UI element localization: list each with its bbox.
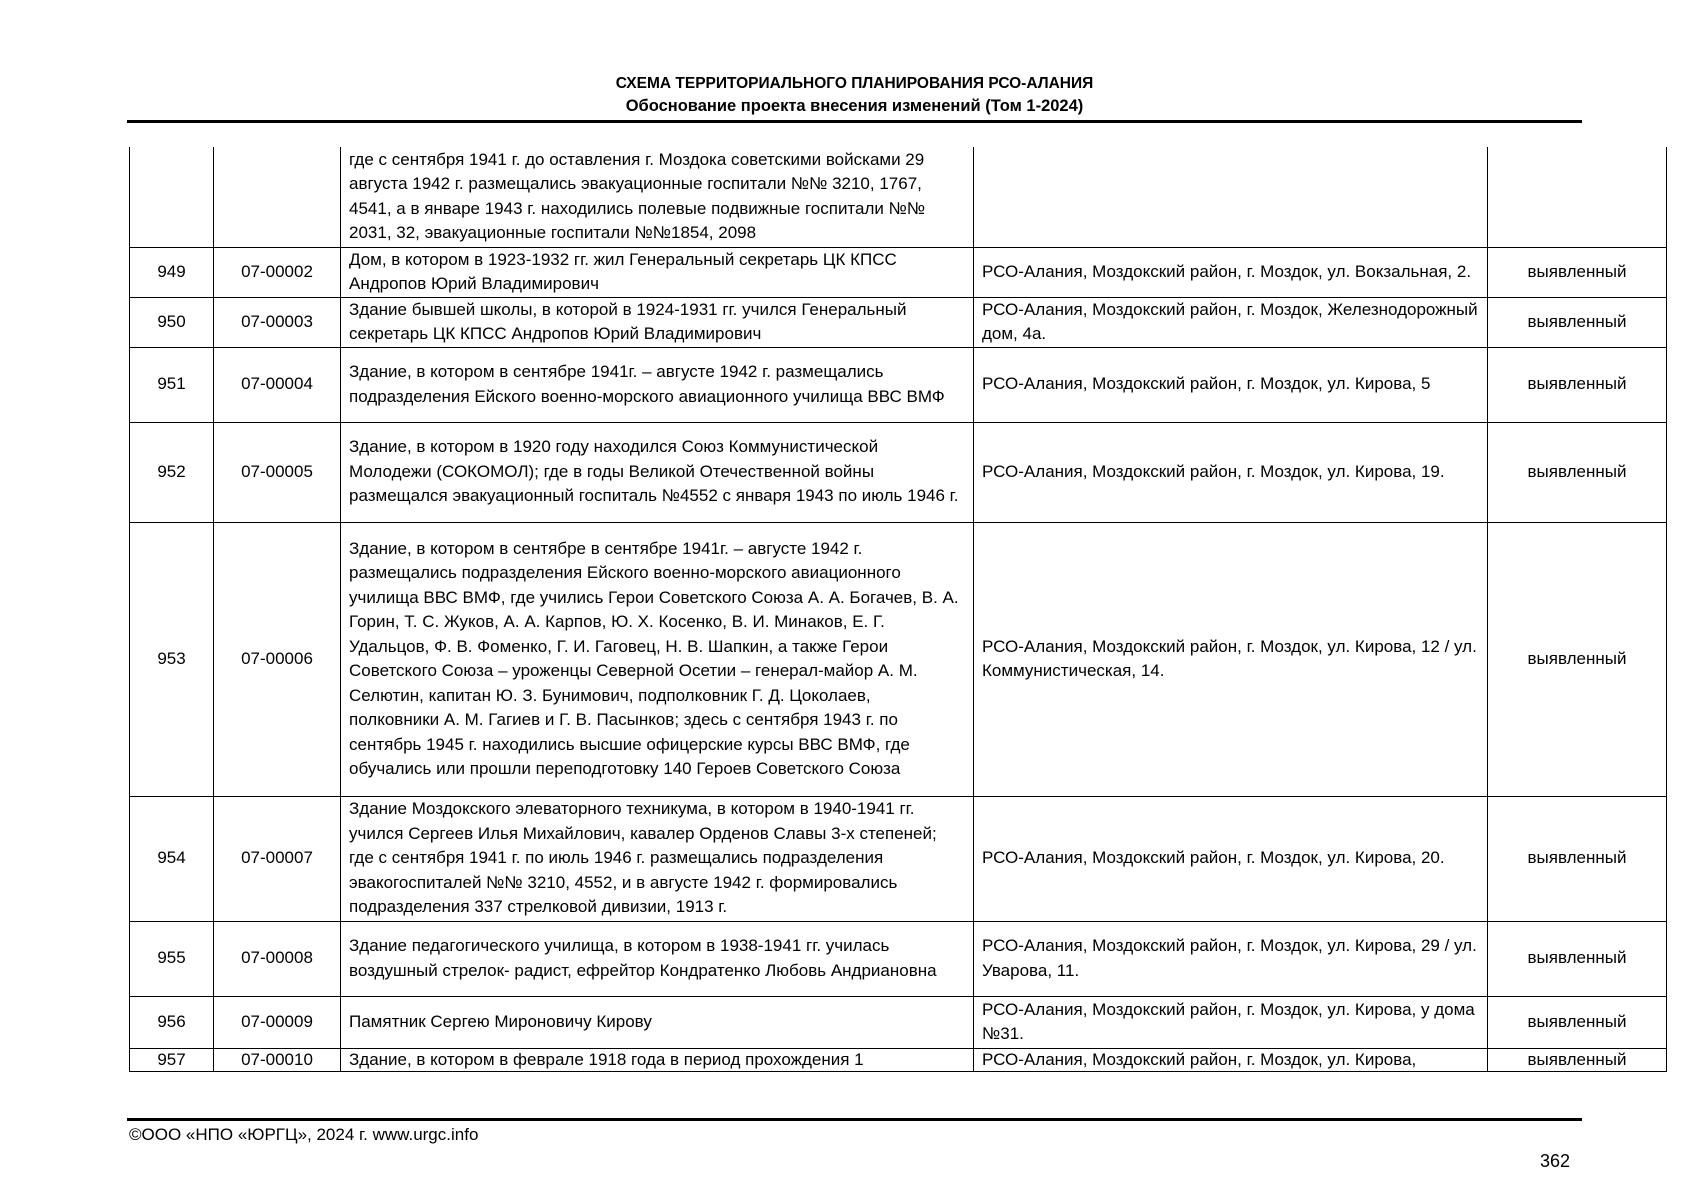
object-category: выявленный — [1488, 422, 1667, 522]
registry-number: 07-00004 — [214, 347, 341, 422]
object-address: РСО-Алания, Моздокский район, г. Моздок, Железнодорожный дом, 4а. — [974, 297, 1488, 347]
object-address: РСО-Алания, Моздокский район, г. Моздок, ул. Кирова, — [974, 1048, 1488, 1071]
object-description: Здание педагогического училища, в котором в 1938-1941 гг. училась воздушный стрелок- радист, ефрейтор Кондратенко Любовь Андриановна — [341, 921, 974, 996]
table-row — [130, 522, 1667, 796]
document-header — [127, 72, 1582, 118]
object-category: выявленный — [1488, 996, 1667, 1048]
registry-number: 07-00003 — [214, 297, 341, 347]
object-category: выявленный — [1488, 796, 1667, 921]
registry-number: 07-00007 — [214, 796, 341, 921]
registry-number: 07-00008 — [214, 921, 341, 996]
object-description: Здание бывшей школы, в которой в 1924-1931 гг. учился Генеральный секретарь ЦК КПСС Андропов Юрий Владимирович — [341, 297, 974, 347]
row-number: 950 — [130, 297, 214, 347]
object-category: выявленный — [1488, 347, 1667, 422]
row-number: 952 — [130, 422, 214, 522]
registry-number: 07-00006 — [214, 522, 341, 796]
object-address: РСО-Алания, Моздокский район, г. Моздок, ул. Вокзальная, 2. — [974, 247, 1488, 297]
object-address: РСО-Алания, Моздокский район, г. Моздок, ул. Кирова, у дома №31. — [974, 996, 1488, 1048]
page-number: 362 — [1540, 1151, 1571, 1171]
object-category: выявленный — [1488, 247, 1667, 297]
object-address: РСО-Алания, Моздокский район, г. Моздок, ул. Кирова, 29 / ул. Уварова, 11. — [974, 921, 1488, 996]
object-description: Памятник Сергею Мироновичу Кирову — [341, 996, 974, 1048]
object-description: Здание, в котором в 1920 году находился Союз Коммунистической Молодежи (СОКОМОЛ); где в годы Великой Отечественной войны размещался эвакуационный госпиталь №4552 с января 1943 по июль 1946 г. — [341, 422, 974, 522]
object-address: РСО-Алания, Моздокский район, г. Моздок, ул. Кирова, 20. — [974, 796, 1488, 921]
object-description: где с сентября 1941 г. до оставления г. Моздока советскими войсками 29 августа 1942 г. размещались эвакуационные госпитали №№ 3210, 1767, 4541, а в январе 1943 г. находились полевые подвижные госпитали №№ 2031, 32, эвакуационные госпитали №№1854, 2098 — [341, 147, 974, 247]
footer-copyright: ©ООО «НПО «ЮРГЦ», 2024 г. www.urgc.info — [129, 1125, 479, 1144]
registry-number: 07-00010 — [214, 1048, 341, 1071]
object-category: выявленный — [1488, 522, 1667, 796]
footer-divider — [127, 1118, 1582, 1121]
registry-number: 07-00009 — [214, 996, 341, 1048]
header-title: СХЕМА ТЕРРИТОРИАЛЬНОГО ПЛАНИРОВАНИЯ РСО-АЛАНИЯ — [615, 75, 1094, 92]
registry-number: 07-00002 — [214, 247, 341, 297]
header-subtitle: Обоснование проекта внесения изменений (Том 1-2024) — [625, 97, 1084, 115]
row-number: 949 — [130, 247, 214, 297]
object-category: выявленный — [1488, 921, 1667, 996]
object-category: выявленный — [1488, 1048, 1667, 1071]
table-row — [130, 796, 1667, 921]
row-number: 956 — [130, 996, 214, 1048]
row-number — [130, 147, 214, 247]
object-category — [1488, 147, 1667, 247]
object-address — [974, 147, 1488, 247]
row-number: 954 — [130, 796, 214, 921]
table-row — [130, 347, 1667, 422]
row-number: 955 — [130, 921, 214, 996]
header-divider — [127, 120, 1582, 123]
table-row — [130, 1048, 1667, 1071]
object-description: Дом, в котором в 1923-1932 гг. жил Генеральный секретарь ЦК КПСС Андропов Юрий Владимирович — [341, 247, 974, 297]
registry-number — [214, 147, 341, 247]
object-description: Здание, в котором в сентябре в сентябре 1941г. – августе 1942 г. размещались подразделения Ейского военно-морского авиационного училища ВВС ВМФ, где учились Герои Советского Союза А. А. Богачев, В. А. Горин, Т. С. Жуков, А. А. Карпов, Ю. Х. Косенко, В. И. Минаков, Е. Г. Удальцов, Ф. В. Фоменко, Г. И. Гаговец, Н. В. Шапкин, а также Герои Советского Союза – уроженцы Северной Осетии – генерал-майор А. М. Селютин, капитан Ю. З. Бунимович, подполковник Г. Д. Цоколаев, полковники А. М. Гагиев и Г. В. Пасынков; здесь с сентября 1943 г. по сентябрь 1945 г. находились высшие офицерские курсы ВВС ВМФ, где обучались или прошли переподготовку 140 Героев Советского Союза — [341, 522, 974, 796]
object-address: РСО-Алания, Моздокский район, г. Моздок, ул. Кирова, 12 / ул. Коммунистическая, 14. — [974, 522, 1488, 796]
row-number: 951 — [130, 347, 214, 422]
monuments-table — [129, 147, 1667, 1072]
row-number: 953 — [130, 522, 214, 796]
object-address: РСО-Алания, Моздокский район, г. Моздок, ул. Кирова, 19. — [974, 422, 1488, 522]
table-row — [130, 147, 1667, 247]
object-description: Здание, в котором в феврале 1918 года в период прохождения 1 — [341, 1048, 974, 1071]
registry-number: 07-00005 — [214, 422, 341, 522]
table-row — [130, 996, 1667, 1048]
object-description: Здание, в котором в сентябре 1941г. – августе 1942 г. размещались подразделения Ейского военно-морского авиационного училища ВВС ВМФ — [341, 347, 974, 422]
object-address: РСО-Алания, Моздокский район, г. Моздок, ул. Кирова, 5 — [974, 347, 1488, 422]
table-row — [130, 297, 1667, 347]
table-row — [130, 422, 1667, 522]
table-row — [130, 247, 1667, 297]
table-row — [130, 921, 1667, 996]
object-description: Здание Моздокского элеваторного техникума, в котором в 1940-1941 гг. учился Сергеев Илья Михайлович, кавалер Орденов Славы 3-х степеней; где с сентября 1941 г. по июль 1946 г. размещались подразделения эвакогоспиталей №№ 3210, 4552, и в августе 1942 г. формировались подразделения 337 стрелковой дивизии, 1913 г. — [341, 796, 974, 921]
object-category: выявленный — [1488, 297, 1667, 347]
row-number: 957 — [130, 1048, 214, 1071]
